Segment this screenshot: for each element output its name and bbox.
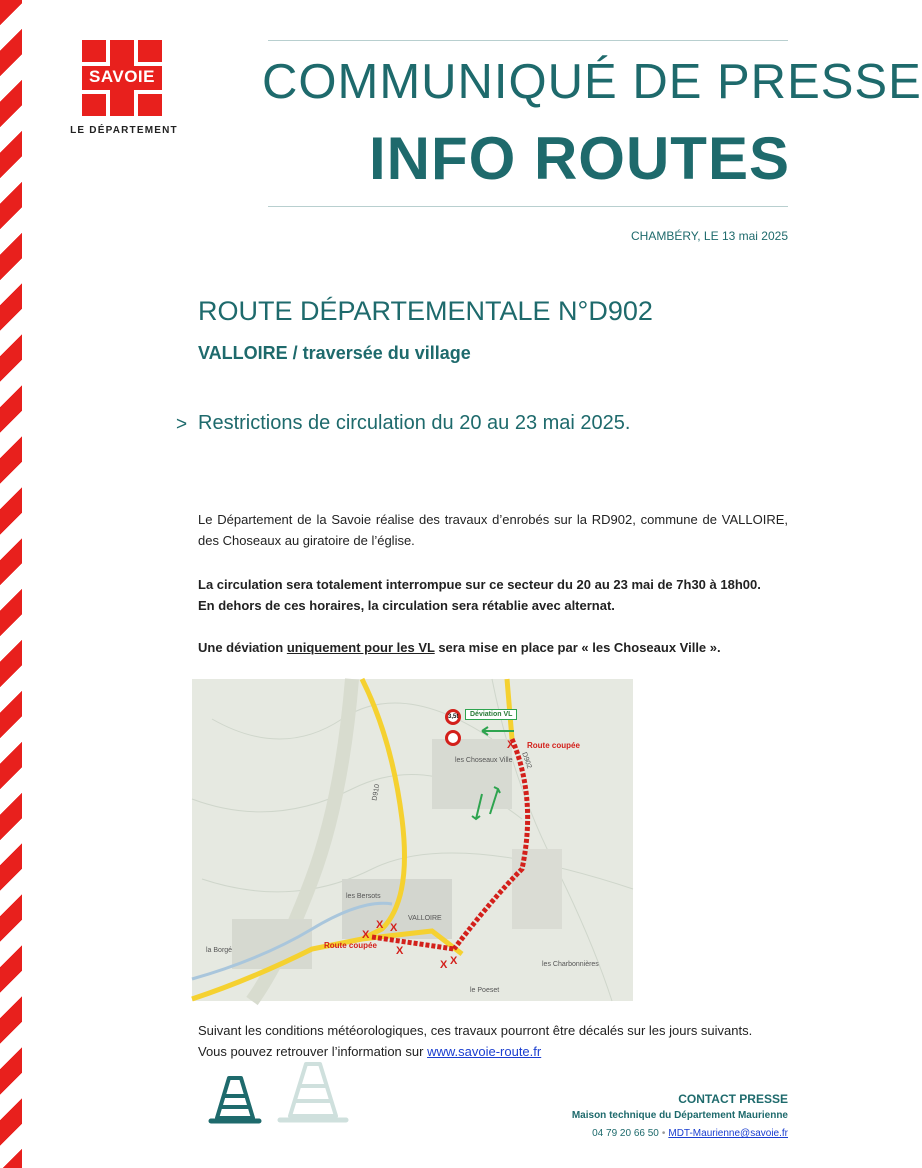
contact-separator: • <box>661 1128 666 1139</box>
contact-title: CONTACT PRESSE <box>678 1092 788 1106</box>
road-label-d910: D910 <box>371 783 382 802</box>
place-bersots: les Bersots <box>346 893 381 900</box>
deviation-label: Déviation VL <box>465 709 517 720</box>
contact-organization: Maison technique du Département Maurienne <box>571 1110 788 1121</box>
deviation-map <box>192 679 633 1001</box>
weather-line-2-prefix: Vous pouvez retrouver l’information sur <box>198 1044 428 1059</box>
paragraph-closure <box>198 574 788 616</box>
closure-x-icon: X <box>450 955 458 967</box>
deviation-text-after: sera mise en place par « les Choseaux Ville ». <box>434 640 721 655</box>
restriction-heading: Restrictions de circulation du 20 au 23 mai 2025. <box>198 412 631 434</box>
paragraph-works: Le Département de la Savoie réalise des travaux d’enrobés sur la RD902, commune de VALLOIRE, des Choseaux au giratoire de l’église. <box>198 512 788 548</box>
paragraph-weather <box>198 1020 788 1062</box>
contact-phone: 04 79 20 66 50 <box>592 1128 659 1139</box>
closure-x-icon: X <box>362 929 370 941</box>
map-background <box>192 679 633 1001</box>
website-link[interactable]: www.savoie-route.fr <box>427 1044 542 1059</box>
place-borge: la Borgé <box>206 947 233 954</box>
closure-line-2: En dehors de ces horaires, la circulation sera rétablie avec alternat. <box>198 598 615 613</box>
page-subtitle: VALLOIRE / traversée du village <box>198 343 471 363</box>
place-poeset: le Poeset <box>470 987 500 994</box>
place-charbonnieres: les Charbonnières <box>542 961 599 968</box>
striped-border <box>0 0 22 1168</box>
date-line: CHAMBÉRY, LE 13 mai 2025 <box>631 229 788 243</box>
closure-x-icon: X <box>507 739 515 751</box>
logo-subtitle: LE DÉPARTEMENT <box>70 125 178 136</box>
closure-x-icon: X <box>396 945 404 957</box>
savoie-logo <box>82 40 162 116</box>
closure-x-icon: X <box>390 922 398 934</box>
no-caravan-sign-icon <box>445 730 461 746</box>
paragraph-deviation <box>198 637 788 658</box>
header-rule-bottom <box>268 206 788 207</box>
closure-x-icon: X <box>376 919 384 931</box>
traffic-cone-faded-icon <box>276 1060 350 1132</box>
place-valloire: VALLOIRE <box>408 915 442 922</box>
route-coupee-label-bottom: Route coupée <box>324 941 377 950</box>
route-coupee-label-top: Route coupée <box>527 741 580 750</box>
closure-x-icon: X <box>440 959 448 971</box>
contact-email-link[interactable]: MDT-Maurienne@savoie.fr <box>668 1128 788 1139</box>
weight-limit-sign-icon: 3,5t <box>445 709 461 725</box>
chevron-right-icon: > <box>176 414 188 435</box>
header-title-routes: INFO ROUTES <box>368 125 790 192</box>
deviation-text-before: Une déviation <box>198 640 287 655</box>
road-label-d902: D902 <box>520 751 533 770</box>
traffic-cone-icon <box>208 1074 262 1130</box>
header-rule-top <box>268 40 788 41</box>
deviation-text-underlined: uniquement pour les VL <box>286 640 435 655</box>
place-choseaux: les Choseaux Ville <box>455 757 513 764</box>
page-title: ROUTE DÉPARTEMENTALE N°D902 <box>198 296 653 326</box>
weather-line-1: Suivant les conditions météorologiques, ces travaux pourront être décalés sur les jours suivants. <box>198 1023 753 1038</box>
logo-name: SAVOIE <box>89 67 155 86</box>
closure-line-1: La circulation sera totalement interrompue sur ce secteur du 20 au 23 mai de 7h30 à 18h00. <box>198 577 761 592</box>
header-title-press: COMMUNIQUÉ DE PRESSE <box>262 55 922 109</box>
contact-details <box>470 1128 788 1139</box>
